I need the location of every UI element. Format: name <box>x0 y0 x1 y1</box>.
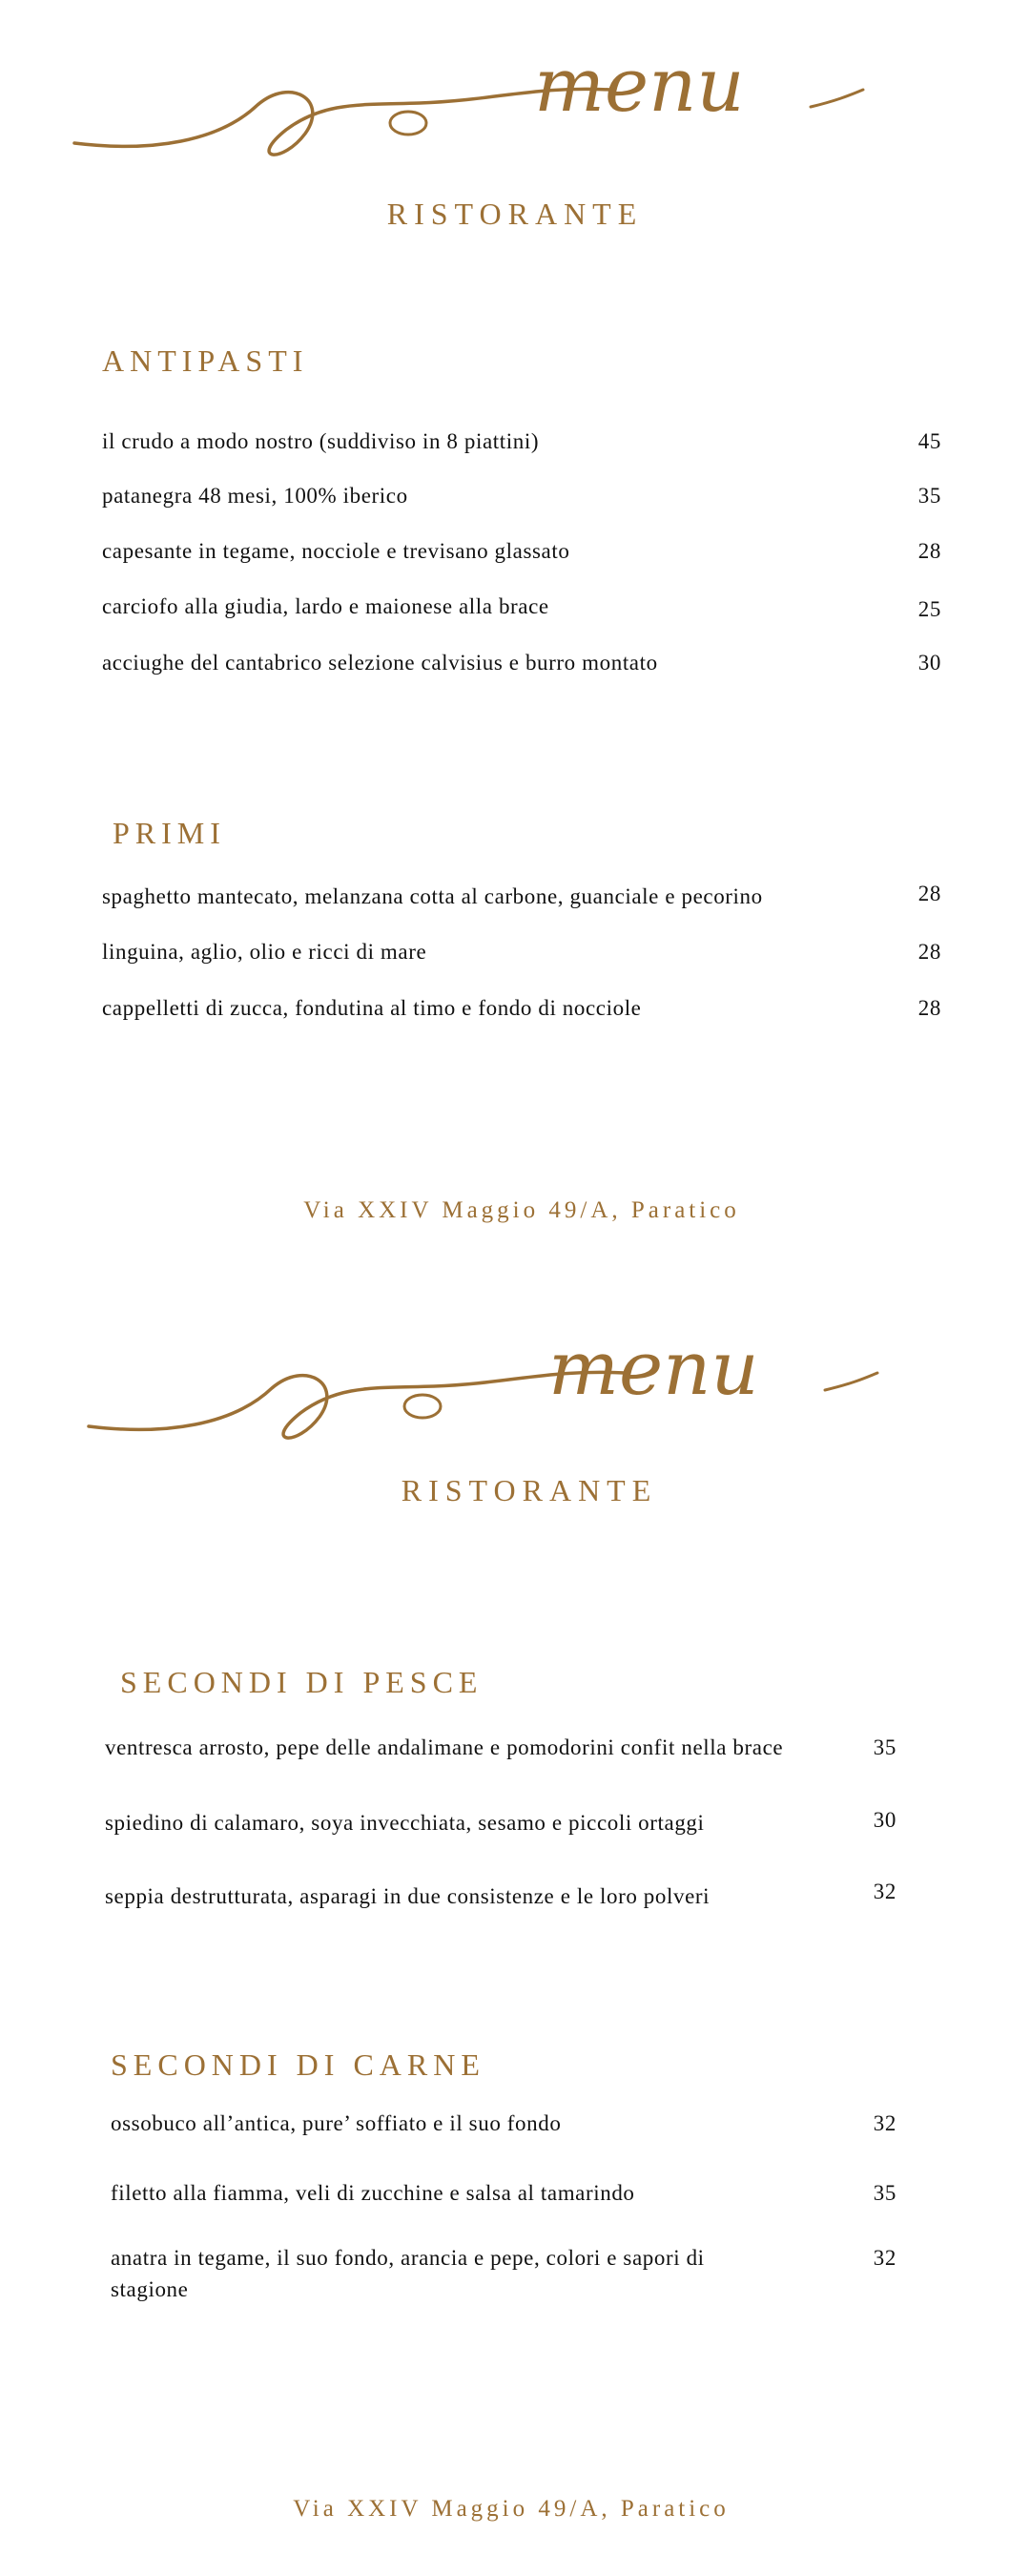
item-name: linguina, aglio, olio e ricci di mare <box>102 940 427 964</box>
logo-script-text: menu <box>534 48 745 129</box>
section-antipasti <box>102 343 941 687</box>
menu-page-2 <box>0 1288 1030 2576</box>
item-price: 35 <box>873 1735 896 1759</box>
item-name: seppia destrutturata, asparagi in due consistenze e le loro polveri <box>105 1884 711 1908</box>
item-name: il crudo a modo nostro (suddiviso in 8 piattini) <box>102 429 540 453</box>
logo-script-text: menu <box>548 1331 759 1412</box>
item-price: 28 <box>917 882 941 905</box>
restaurant-address: Via XXIV Maggio 49/A, Paratico <box>293 2496 730 2522</box>
item-name: carciofo alla giudia, lardo e maionese alla brace <box>102 594 549 618</box>
restaurant-address: Via XXIV Maggio 49/A, Paratico <box>303 1197 740 1223</box>
item-price: 25 <box>917 597 941 621</box>
item-name: ventresca arrosto, pepe delle andalimane e pomodorini confit nella brace <box>105 1735 784 1759</box>
section-title: ANTIPASTI <box>102 343 309 378</box>
item-price: 45 <box>917 429 941 453</box>
item-price: 30 <box>917 651 941 675</box>
item-name: spaghetto mantecato, melanzana cotta al carbone, guanciale e pecorino <box>102 884 763 908</box>
item-price: 32 <box>873 2246 896 2270</box>
restaurant-subtitle: RISTORANTE <box>386 197 644 231</box>
restaurant-subtitle: RISTORANTE <box>401 1473 658 1507</box>
item-price: 35 <box>917 484 941 508</box>
section-title: SECONDI DI PESCE <box>120 1665 484 1699</box>
section-title: SECONDI DI CARNE <box>111 2047 485 2082</box>
section-title: PRIMI <box>113 816 226 850</box>
item-name: acciughe del cantabrico selezione calvisius e burro montato <box>102 651 658 675</box>
item-name: cappelletti di zucca, fondutina al timo e fondo di nocciole <box>102 996 642 1020</box>
item-name: patanegra 48 mesi, 100% iberico <box>102 484 408 508</box>
item-name: filetto alla fiamma, veli di zucchine e salsa al tamarindo <box>111 2181 635 2205</box>
item-name: anatra in tegame, il suo fondo, arancia e pepe, colori e sapori di stagione <box>111 2246 705 2301</box>
item-name: ossobuco all’antica, pure’ soffiato e il suo fondo <box>111 2111 562 2135</box>
item-price: 28 <box>917 996 941 1020</box>
section-primi <box>102 816 941 1026</box>
item-price: 35 <box>873 2181 896 2205</box>
item-price: 32 <box>873 2111 896 2135</box>
item-price: 28 <box>917 940 941 964</box>
item-name: capesante in tegame, nocciole e trevisano glassato <box>102 539 570 563</box>
section-secondi-pesce <box>105 1665 896 1932</box>
item-price: 30 <box>873 1808 896 1832</box>
item-price: 32 <box>873 1880 896 1903</box>
item-price: 28 <box>917 539 941 563</box>
section-secondi-carne <box>111 2047 896 2334</box>
item-name: spiedino di calamaro, soya invecchiata, sesamo e piccoli ortaggi <box>105 1811 705 1835</box>
